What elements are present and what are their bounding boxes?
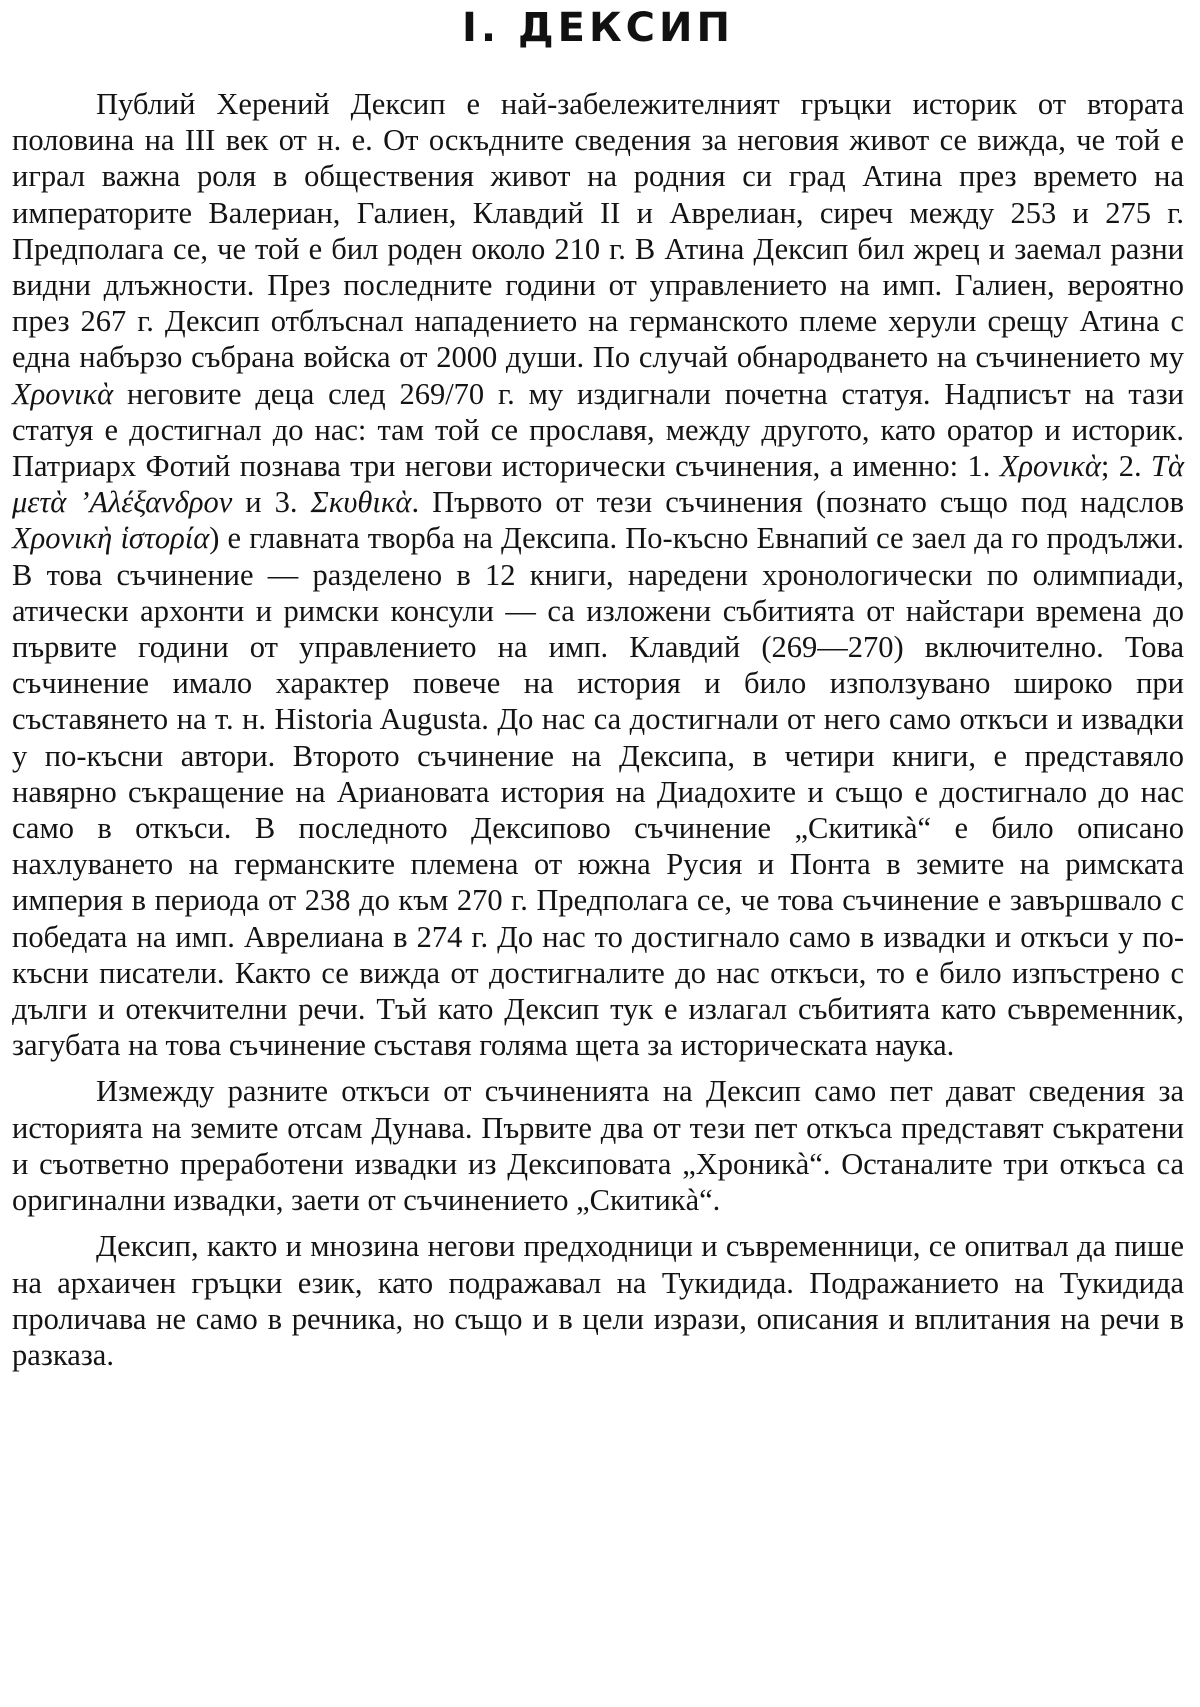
paragraph-text: ) е главната творба на Дексипа. По-късно Евнапий се заел да го продължи. В това съчинение — разделено в 12 книги, наредени хронологически по олимпиади, атически архонти и римски консули — са изложени събитията от найстари времена до първите години от управлението на имп. Клавдий (269—270) включително. Това съчинение имало характер повече на история и било използувано широко при съставянето на т. н. Historia Augusta. До нас са достигнали от него само откъси и извадки у по-късни автори. Второто съчинение на Дексипа, в четири книги, е представяло навярно съкращение на Ариановата история на Диадохите и също е достигнало до нас само в откъси. В последното Дексипово съчинение „Скитикà“ е било описано нахлуването на германските племена от южна Русия и Понта в земите на римската империя в периода от 238 до към 270 г. Предполага се, че това съчинение е завършвало с победата на имп. Аврелиана в 274 г. До нас то достигнало само в извадки и откъси у по-късни писатели. Както се вижда от достигналите до нас откъси, то е било изпъстрено с дълги и отекчителни речи. Тъй като Дексип тук е излагал събитията като съвременник, загубата на това съчинение съставя голяма щета за историческата наука. xyxy=(12,521,1184,1063)
greek-title: Σκυθικὰ xyxy=(310,485,412,520)
paragraph-text: и 3. xyxy=(232,485,311,520)
paragraph-text: Дексип, както и мнозина негови предходници и съвременници, се опитвал да пише на архаичен гръцки език, като подражавал на Тукидида. Подражанието на Тукидида проличава не само в речника, но също и в цели изрази, описания и вплитания на речи в разказа. xyxy=(12,1229,1184,1372)
greek-title: Χρονικὰ xyxy=(999,449,1101,484)
paragraph xyxy=(12,86,1184,1063)
body-text xyxy=(12,86,1184,1373)
page-title: I. ДЕКСИП xyxy=(462,5,734,51)
greek-title: Τὰ μετὰ ’Αλέξανδρον xyxy=(12,449,1184,520)
greek-title: Χρονικὴ ἱστορία xyxy=(12,521,210,556)
paragraph xyxy=(12,1228,1184,1373)
paragraph-text: Публий Херений Дексип е най-забележителният гръцки историк от втората половина на III век от н. е. От оскъдните сведения за неговия живот се вижда, че той е играл важна роля в обществения живот на родния си град Атина през времето на императорите Валериан, Галиен, Клавдий II и Аврелиан, сиреч между 253 и 275 г. Предполага се, че той е бил роден около 210 г. В Атина Дексип бил жрец и заемал разни видни длъжности. През последните години от управлението на имп. Галиен, вероятно през 267 г. Дексип отблъснал нападението на германското племе херули срещу Атина с една набързо събрана войска от 2000 души. По случай обнародването на съчинението му xyxy=(12,87,1184,375)
paragraph-text: . Първото от тези съчинения (познато също под надслов xyxy=(411,485,1185,520)
paragraph-text: Измежду разните откъси от съчиненията на Дексип само пет дават сведения за историята на земите отсам Дунава. Първите два от тези пет откъса представят съкратени и съответно преработени извадки из Дексиповата „Хроникà“. Останалите три откъса са оригинални извадки, заети от съчинението „Скитикà“. xyxy=(12,1074,1184,1218)
paragraph xyxy=(12,1073,1184,1218)
paragraph-text: неговите деца след 269/70 г. му издигнали почетна статуя. Надписът на тази статуя е достигнал до нас: там той се прославя, между другото, като оратор и историк. Патриарх Фотий познава три негови исторически съчинения, а именно: 1. xyxy=(12,376,1184,484)
greek-title: Χρονικὰ xyxy=(12,376,114,411)
paragraph-text: ; 2. xyxy=(1100,449,1152,484)
